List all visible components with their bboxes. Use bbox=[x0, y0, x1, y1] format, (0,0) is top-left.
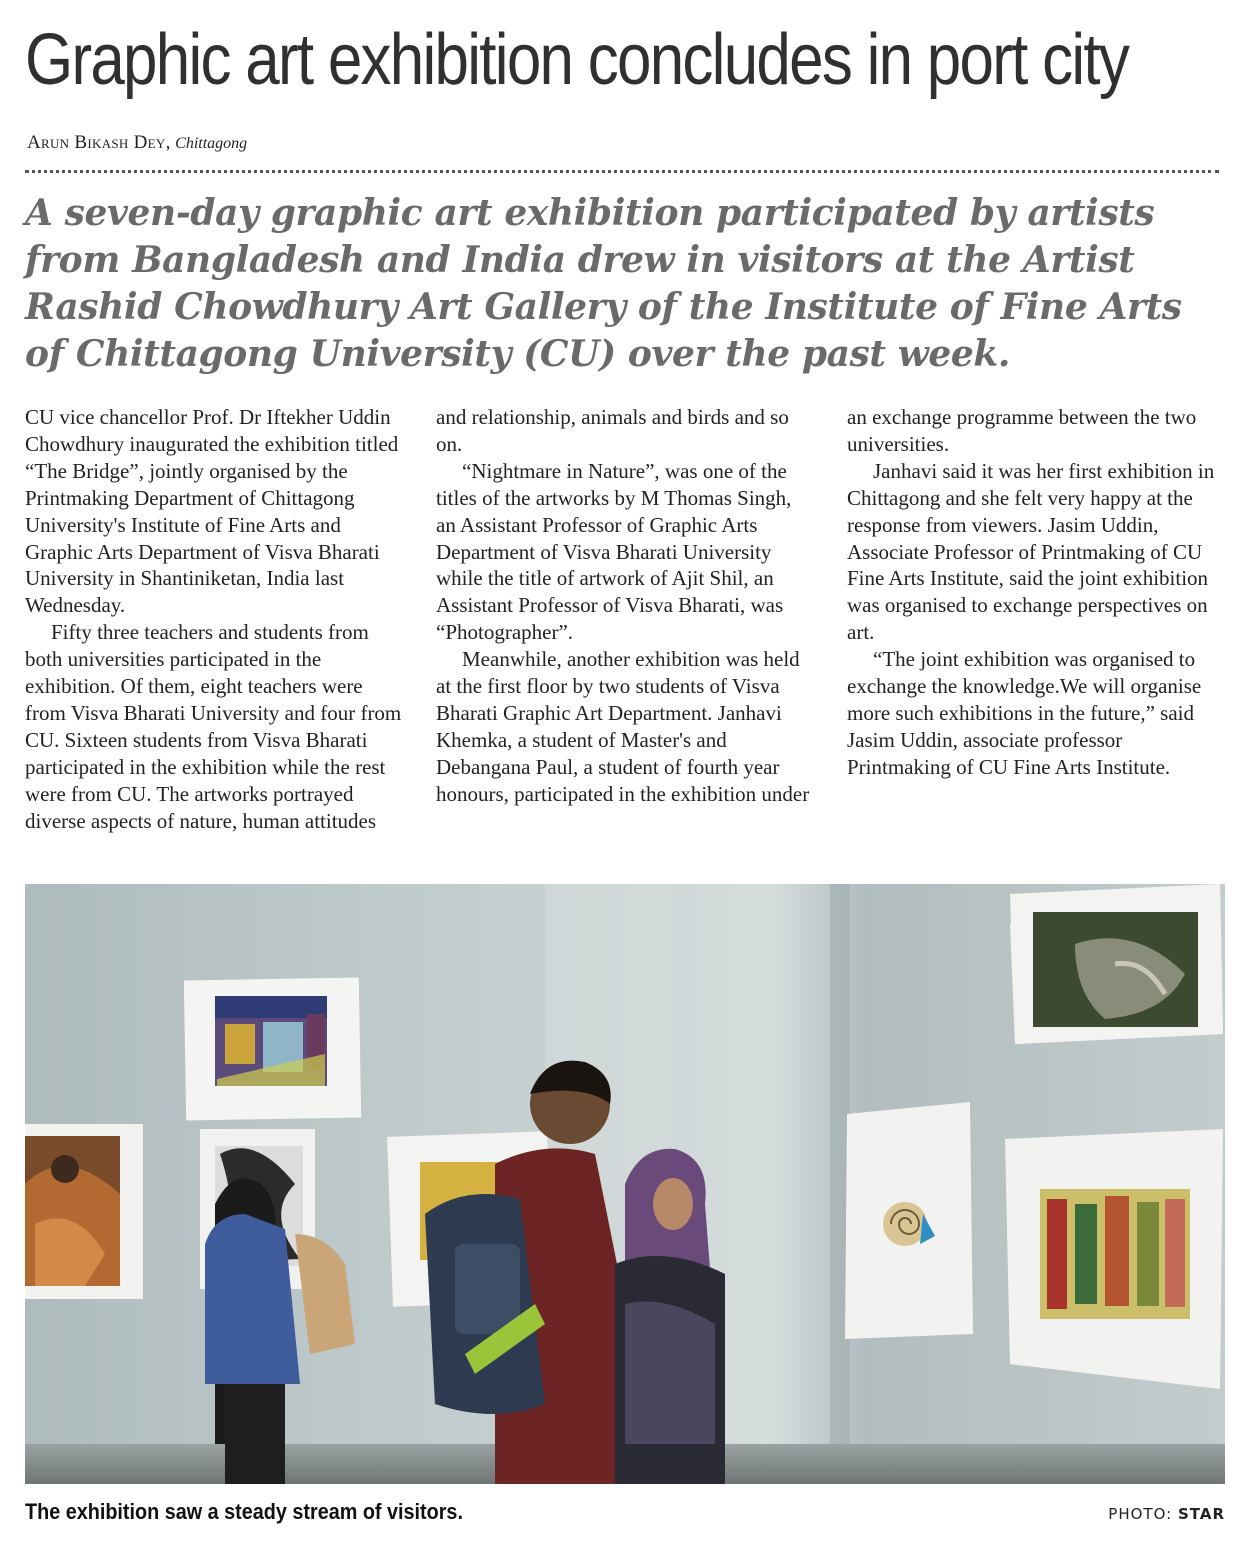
standfirst: A seven-day graphic art exhibition participated by artists from Bangladesh and India drew in visitors at the Artist Rashid Chowdhury Art Gallery of the Institute of Fine Arts of Chittagong University (CU) over the past week. bbox=[25, 192, 1182, 375]
byline bbox=[27, 132, 247, 154]
photo-credit-source: STAR bbox=[1177, 1505, 1225, 1523]
body-paragraph: Fifty three teachers and students from both universities participated in the exhibition. Of them, eight teachers were from Visva Bharati University and four from CU. Sixteen students from Visva Bharati participated in the exhibition while the rest were from CU. The artworks portrayed diverse aspects of nature, human attitudes and relationship, animals and birds and so on. bbox=[25, 405, 789, 833]
artwork-frame bbox=[1005, 1129, 1223, 1389]
artwork-frame bbox=[845, 1102, 973, 1339]
body-paragraph: “Nightmare in Nature”, was one of the titles of the artworks by M Thomas Singh, an Assistant Professor of Graphic Arts Department of Visva Bharati University while the title of artwork of Ajit Shil, an Assistant Professor of Visva Bharati, was “Photographer”. bbox=[436, 458, 792, 645]
dotted-divider bbox=[25, 170, 1219, 173]
photo-caption: The exhibition saw a steady stream of visitors. bbox=[25, 1499, 463, 1524]
artwork-frame bbox=[184, 977, 361, 1120]
body-paragraph: Janhavi said it was her first exhibition in Chittagong and she felt very happy at the response from viewers. Jasim Uddin, Associate Professor of Printmaking of CU Fine Arts Institute, said the joint exhibition was organised to exchange perspectives on art. bbox=[847, 458, 1215, 645]
byline-author: Arun Bikash Dey, bbox=[27, 132, 171, 153]
article-body bbox=[25, 404, 1225, 860]
body-paragraph: CU vice chancellor Prof. Dr Iftekher Uddin Chowdhury inaugurated the exhibition titled “The Bridge”, jointly organised by the Printmaking Department of Chittagong University's Institute of Fine Arts and Graphic Arts Department of Visva Bharati University in Shantiniketan, India last Wednesday. bbox=[25, 405, 399, 618]
photo-credit-prefix: PHOTO: bbox=[1108, 1505, 1173, 1523]
exhibition-photo bbox=[25, 884, 1225, 1484]
byline-location: Chittagong bbox=[175, 135, 248, 152]
artwork-frame bbox=[25, 1124, 143, 1299]
headline: Graphic art exhibition concludes in port city bbox=[25, 20, 1129, 100]
body-paragraph: Meanwhile, another exhibition was held at the first floor by two students of Visva Bharati Graphic Art Department. Janhavi Khemka, a student of Master's and Debangana Paul, a student of fourth year honours, participated in the exhibition under an exchange programme between the two universities. bbox=[436, 405, 1197, 806]
photo-credit bbox=[1108, 1505, 1225, 1523]
artwork-frame bbox=[1010, 884, 1223, 1044]
body-paragraph: “The joint exhibition was organised to exchange the knowledge.We will organise more such exhibitions in the future,” said Jasim Uddin, associate professor Printmaking of CU Fine Arts Institute. bbox=[847, 647, 1202, 779]
